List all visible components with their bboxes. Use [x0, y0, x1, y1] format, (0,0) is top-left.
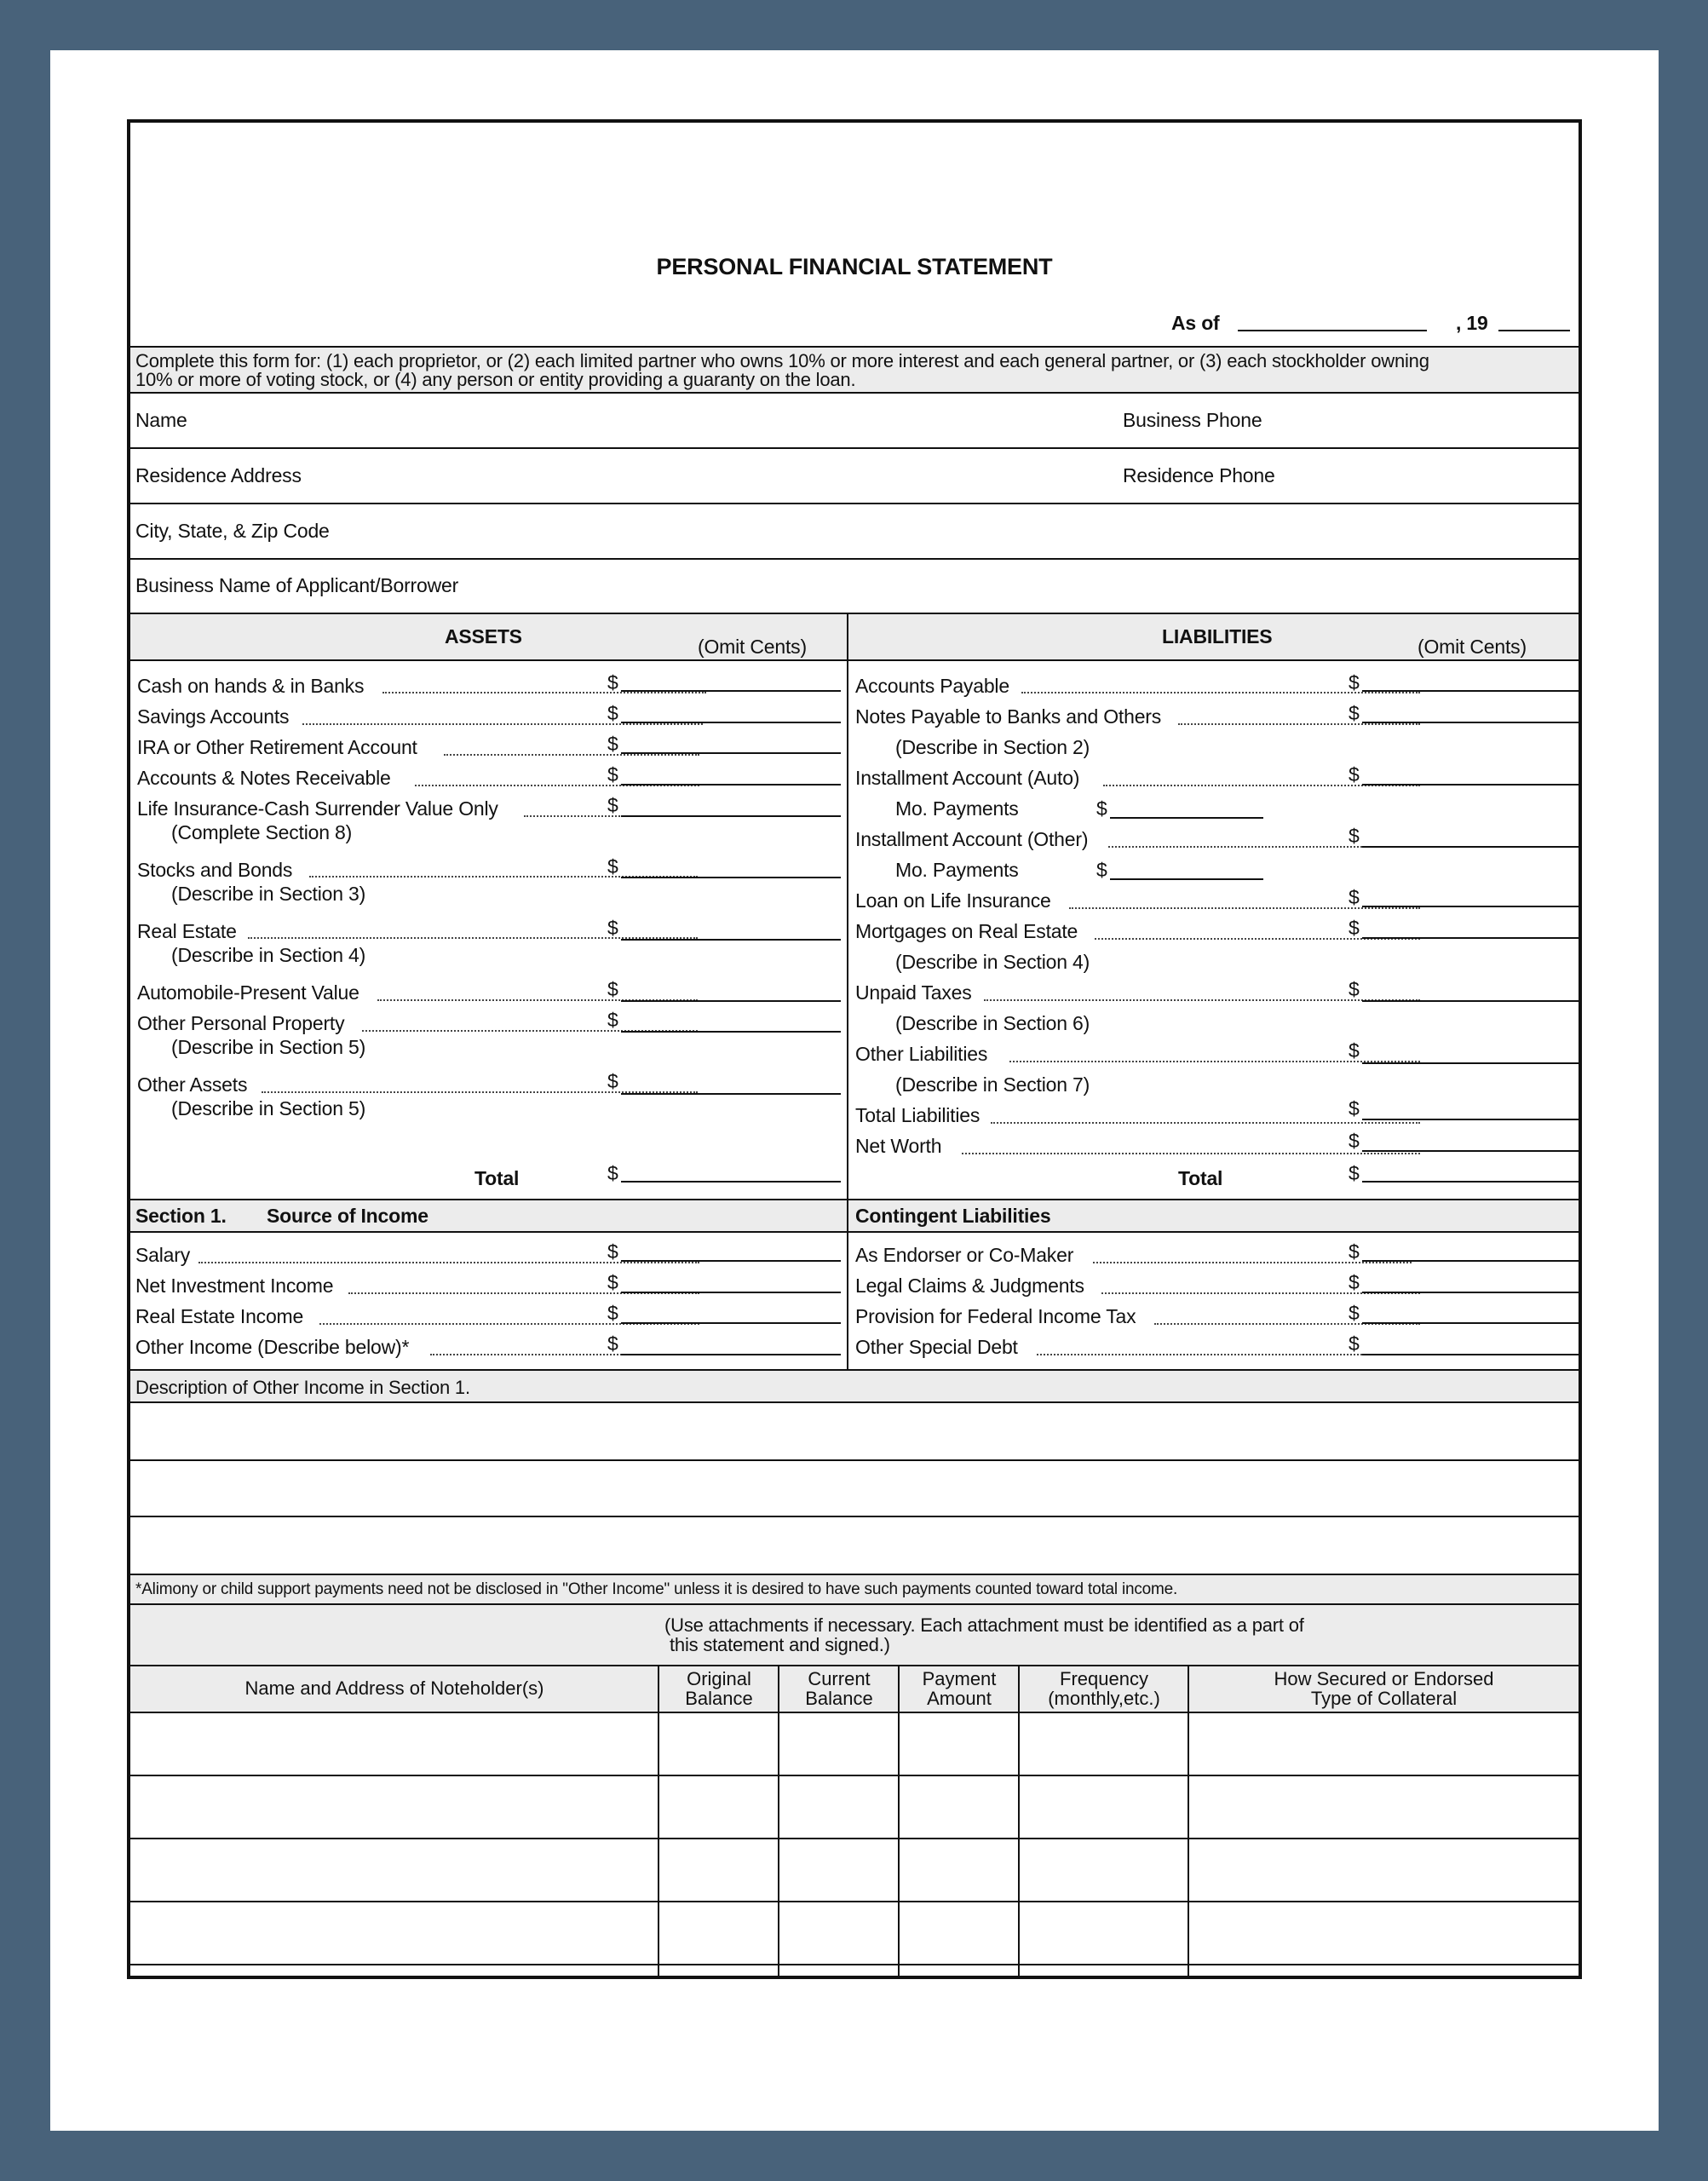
other-liabilities-label: Other Liabilities [855, 1043, 988, 1065]
automobile-label: Automobile-Present Value [137, 981, 359, 1004]
dollar-sign: $ [1349, 671, 1360, 693]
assets-liabilities-header-bar [130, 614, 1579, 659]
legal-claims-field[interactable] [1362, 1292, 1579, 1293]
dollar-sign: $ [607, 733, 618, 755]
dollar-sign: $ [1349, 1240, 1360, 1263]
liabilities-omit-cents: (Omit Cents) [1418, 636, 1527, 658]
residence-address-label: Residence Address [135, 464, 302, 486]
divider [130, 503, 1579, 504]
ira-amount-field[interactable] [621, 752, 841, 754]
col-frequency-2: (monthly,etc.) [1048, 1688, 1160, 1709]
dollar-sign: $ [1096, 859, 1107, 881]
table-row[interactable] [130, 1713, 1579, 1775]
other-property-amount-field[interactable] [621, 1031, 841, 1033]
other-income-label: Other Income (Describe below)* [135, 1336, 410, 1358]
col-current-balance-2: Balance [805, 1688, 873, 1709]
receivable-amount-field[interactable] [621, 784, 841, 786]
col-original-balance-1: Original [687, 1668, 751, 1689]
leader-dots [1178, 723, 1420, 725]
dollar-sign: $ [1349, 978, 1360, 1000]
divider [130, 558, 1579, 560]
description-line-2[interactable] [130, 1461, 1579, 1516]
business-phone-label: Business Phone [1123, 409, 1262, 431]
assets-total-field[interactable] [621, 1181, 841, 1183]
divider [130, 392, 1579, 394]
mortgages-label: Mortgages on Real Estate [855, 920, 1078, 942]
dollar-sign: $ [607, 1162, 618, 1184]
leader-dots [444, 754, 699, 756]
leader-dots [1069, 907, 1420, 909]
real-estate-amount-field[interactable] [621, 939, 841, 941]
dollar-sign: $ [607, 855, 618, 878]
installment-other-label: Installment Account (Other) [855, 828, 1089, 850]
as-of-date-field[interactable] [1238, 330, 1427, 331]
other-assets-amount-field[interactable] [621, 1093, 841, 1095]
dollar-sign: $ [1349, 1302, 1360, 1324]
liabilities-title: LIABILITIES [1162, 625, 1273, 647]
savings-label: Savings Accounts [137, 705, 290, 728]
installment-auto-label: Installment Account (Auto) [855, 767, 1080, 789]
installment-other-field[interactable] [1362, 846, 1579, 848]
net-investment-field[interactable] [621, 1292, 841, 1293]
life-insurance-amount-field[interactable] [621, 815, 841, 817]
special-debt-label: Other Special Debt [855, 1336, 1018, 1358]
year-field[interactable] [1498, 330, 1570, 331]
divider [130, 1231, 1579, 1233]
divider [130, 447, 1579, 449]
instructions-line-2: 10% or more of voting stock, or (4) any person or entity providing a guaranty on the loan. [135, 369, 856, 390]
unpaid-taxes-label: Unpaid Taxes [855, 981, 972, 1004]
cash-amount-field[interactable] [621, 690, 841, 692]
attachments-note-line-1: (Use attachments if necessary. Each attachment must be identified as a part of [664, 1614, 1304, 1636]
legal-claims-label: Legal Claims & Judgments [855, 1275, 1084, 1297]
description-title: Description of Other Income in Section 1. [135, 1377, 470, 1398]
section-1-label: Section 1. [135, 1205, 227, 1227]
dollar-sign: $ [607, 702, 618, 724]
stocks-note: (Describe in Section 3) [171, 883, 366, 905]
savings-amount-field[interactable] [621, 722, 841, 723]
federal-tax-field[interactable] [1362, 1322, 1579, 1324]
dollar-sign: $ [607, 794, 618, 816]
document-page [50, 50, 1659, 2131]
net-worth-field[interactable] [1362, 1150, 1579, 1152]
loan-life-label: Loan on Life Insurance [855, 889, 1051, 912]
col-noteholder-name: Name and Address of Noteholder(s) [244, 1677, 544, 1699]
residence-phone-label: Residence Phone [1123, 464, 1275, 486]
col-frequency-1: Frequency [1060, 1668, 1148, 1689]
dollar-sign: $ [607, 763, 618, 786]
notes-payable-label: Notes Payable to Banks and Others [855, 705, 1162, 728]
col-payment-amount-1: Payment [922, 1668, 997, 1689]
alimony-footnote: *Alimony or child support payments need not be disclosed in "Other Income" unless it is desired to have such payments counted toward total income. [135, 1580, 1178, 1598]
unpaid-taxes-field[interactable] [1362, 1000, 1579, 1002]
notes-payable-note: (Describe in Section 2) [895, 736, 1090, 758]
liabilities-total-label: Total [1178, 1167, 1223, 1189]
leader-dots [991, 1122, 1420, 1124]
mo-payments-auto-label: Mo. Payments [895, 797, 1019, 820]
dollar-sign: $ [1096, 797, 1107, 820]
col-original-balance-2: Balance [685, 1688, 753, 1709]
dollar-sign: $ [1349, 1332, 1360, 1355]
dollar-sign: $ [1349, 1271, 1360, 1293]
liabilities-total-field[interactable] [1362, 1181, 1579, 1183]
dollar-sign: $ [1349, 917, 1360, 939]
life-insurance-note: (Complete Section 8) [171, 821, 353, 843]
col-secured-2: Type of Collateral [1310, 1688, 1458, 1709]
form-title: PERSONAL FINANCIAL STATEMENT [656, 254, 1053, 279]
real-estate-income-label: Real Estate Income [135, 1305, 304, 1327]
leader-dots [302, 723, 703, 725]
dollar-sign: $ [607, 1332, 618, 1355]
salary-field[interactable] [621, 1260, 841, 1262]
dollar-sign: $ [607, 978, 618, 1000]
column-divider [847, 1200, 848, 1231]
assets-title: ASSETS [445, 625, 522, 647]
as-of-label: As of [1171, 312, 1220, 334]
life-insurance-label: Life Insurance-Cash Surrender Value Only [137, 797, 498, 820]
dollar-sign: $ [1349, 1130, 1360, 1152]
dollar-sign: $ [1349, 825, 1360, 847]
mo-payments-auto-field[interactable] [1110, 817, 1263, 819]
federal-tax-label: Provision for Federal Income Tax [855, 1305, 1136, 1327]
mo-payments-other-field[interactable] [1110, 878, 1263, 880]
other-property-note: (Describe in Section 5) [171, 1036, 366, 1058]
table-row[interactable] [130, 1776, 1579, 1838]
dollar-sign: $ [1349, 1039, 1360, 1062]
endorser-label: As Endorser or Co-Maker [855, 1244, 1074, 1266]
installment-auto-field[interactable] [1362, 784, 1579, 786]
net-worth-label: Net Worth [855, 1135, 942, 1157]
business-name-label: Business Name of Applicant/Borrower [135, 574, 459, 596]
divider [130, 659, 1579, 661]
special-debt-field[interactable] [1362, 1354, 1579, 1355]
attachments-note-line-2: this statement and signed.) [670, 1634, 890, 1655]
other-liabilities-note: (Describe in Section 7) [895, 1073, 1090, 1096]
loan-life-field[interactable] [1362, 906, 1579, 907]
mortgages-field[interactable] [1362, 937, 1579, 939]
other-assets-label: Other Assets [137, 1073, 248, 1096]
dollar-sign: $ [1349, 1097, 1360, 1119]
col-secured-1: How Secured or Endorsed [1274, 1668, 1494, 1689]
dollar-sign: $ [607, 1240, 618, 1263]
leader-dots [1021, 692, 1420, 693]
dollar-sign: $ [607, 1271, 618, 1293]
city-state-zip-label: City, State, & Zip Code [135, 520, 330, 542]
leader-dots [382, 692, 706, 693]
assets-omit-cents: (Omit Cents) [698, 636, 807, 658]
net-investment-label: Net Investment Income [135, 1275, 334, 1297]
endorser-field[interactable] [1362, 1260, 1579, 1262]
other-assets-note: (Describe in Section 5) [171, 1097, 366, 1119]
dollar-sign: $ [607, 1070, 618, 1092]
instructions-line-1: Complete this form for: (1) each proprietor, or (2) each limited partner who owns 10% or more interest and each general partner, or (3) each stockholder owning [135, 350, 1429, 371]
mo-payments-other-label: Mo. Payments [895, 859, 1019, 881]
real-estate-income-field[interactable] [621, 1322, 841, 1324]
real-estate-note: (Describe in Section 4) [171, 944, 366, 966]
cash-label: Cash on hands & in Banks [137, 675, 365, 697]
other-liabilities-field[interactable] [1362, 1062, 1579, 1064]
dollar-sign: $ [607, 917, 618, 939]
dollar-sign: $ [607, 1302, 618, 1324]
dollar-sign: $ [1349, 1162, 1360, 1184]
section-1-title: Source of Income [267, 1205, 428, 1227]
receivable-label: Accounts & Notes Receivable [137, 767, 391, 789]
leader-dots [962, 1153, 1420, 1154]
dollar-sign: $ [1349, 886, 1360, 908]
personal-financial-statement-form [127, 119, 1582, 1979]
dollar-sign: $ [1349, 763, 1360, 786]
year-prefix: , 19 [1456, 312, 1488, 334]
table-row[interactable] [130, 1839, 1579, 1901]
description-line-3[interactable] [130, 1517, 1579, 1574]
automobile-amount-field[interactable] [621, 1000, 841, 1002]
ira-label: IRA or Other Retirement Account [137, 736, 417, 758]
table-row[interactable] [130, 1965, 1579, 1976]
total-liabilities-label: Total Liabilities [855, 1104, 981, 1126]
assets-total-label: Total [474, 1167, 520, 1189]
stocks-label: Stocks and Bonds [137, 859, 293, 881]
contingent-liabilities-title: Contingent Liabilities [855, 1205, 1051, 1227]
dollar-sign: $ [1349, 702, 1360, 724]
leader-dots [1093, 1262, 1412, 1263]
accounts-payable-label: Accounts Payable [855, 675, 1009, 697]
mortgages-note: (Describe in Section 4) [895, 951, 1090, 973]
other-property-label: Other Personal Property [137, 1012, 345, 1034]
description-line-1[interactable] [130, 1403, 1579, 1459]
real-estate-label: Real Estate [137, 920, 237, 942]
table-row[interactable] [130, 1902, 1579, 1964]
total-liabilities-field[interactable] [1362, 1119, 1579, 1120]
column-divider [847, 614, 848, 1371]
dollar-sign: $ [607, 671, 618, 693]
name-label: Name [135, 409, 187, 431]
stocks-amount-field[interactable] [621, 877, 841, 878]
unpaid-taxes-note: (Describe in Section 6) [895, 1012, 1090, 1034]
accounts-payable-field[interactable] [1362, 690, 1579, 692]
notes-payable-field[interactable] [1362, 722, 1579, 723]
col-current-balance-1: Current [808, 1668, 871, 1689]
salary-label: Salary [135, 1244, 190, 1266]
dollar-sign: $ [607, 1009, 618, 1031]
col-payment-amount-2: Amount [927, 1688, 992, 1709]
other-income-field[interactable] [621, 1354, 841, 1355]
leader-dots [198, 1262, 699, 1263]
